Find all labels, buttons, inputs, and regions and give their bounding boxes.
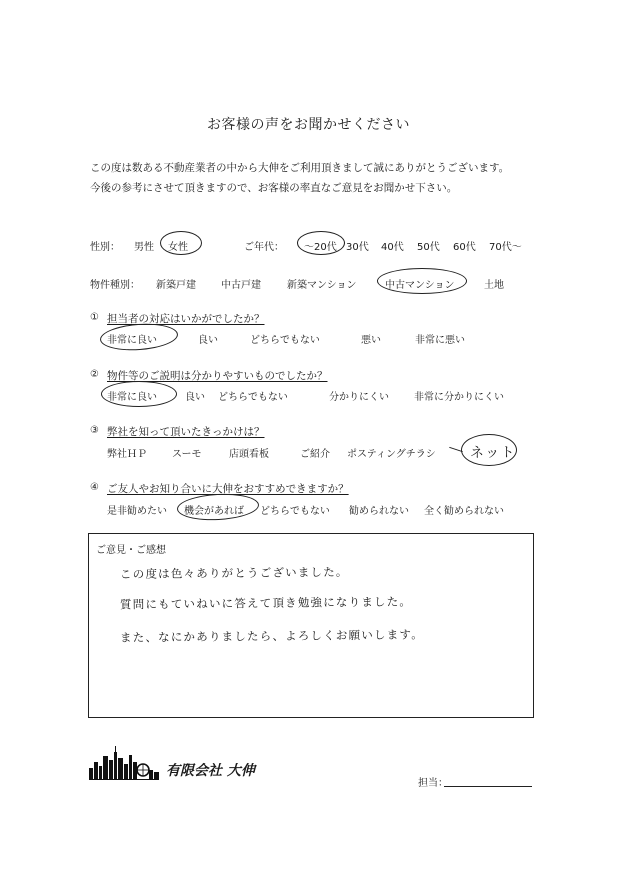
q3-option-referral[interactable]: ご紹介 (300, 449, 330, 460)
intro-line-2: 今後の参考にさせて頂きますので、お客様の率直なご意見をお聞かせ下さい。 (90, 182, 458, 194)
age-option-30s[interactable]: 30代 (346, 242, 369, 253)
gender-option-female[interactable]: 女性 (168, 242, 188, 253)
q3-option-website[interactable]: 弊社ＨＰ (107, 449, 147, 460)
age-option-40s[interactable]: 40代 (381, 242, 404, 253)
q2-option-unclear[interactable]: 分かりにくい (329, 392, 389, 403)
gender-label: 性別： (90, 242, 120, 253)
gender-option-male[interactable]: 男性 (134, 242, 154, 253)
question-3-number: ③ (90, 425, 99, 436)
staff-label: 担当： (418, 778, 448, 789)
q3-handwritten-answer: ネット (469, 444, 516, 462)
intro-line-1: この度は数ある不動産業者の中から大伸をご利用頂きまして誠にありがとうございます。 (90, 162, 510, 174)
property-option-new-house[interactable]: 新築戸建 (156, 280, 196, 291)
staff-signature-line[interactable] (444, 786, 532, 787)
q3-option-signboard[interactable]: 店頭看板 (229, 449, 269, 460)
comments-box[interactable] (88, 533, 534, 718)
property-option-land[interactable]: 土地 (484, 280, 504, 291)
q2-option-good[interactable]: 良い (185, 392, 205, 403)
age-option-50s[interactable]: 50代 (417, 242, 440, 253)
comment-line-1: この度は色々ありがとうございました。 (119, 564, 349, 582)
comment-line-2: 質問にもていねいに答えて頂き勉強になりました。 (119, 594, 413, 612)
property-option-new-mansion[interactable]: 新築マンション (287, 280, 357, 291)
q4-option-neutral[interactable]: どちらでもない (260, 506, 330, 517)
q3-option-flyer[interactable]: ポスティングチラシ (347, 449, 436, 460)
page-title: お客様の声をお聞かせください (207, 117, 410, 133)
question-3-text: 弊社を知って頂いたきっかけは？ (107, 426, 265, 438)
company-name: 有限会社 大伸 (166, 763, 255, 779)
company-logo-skyline (89, 746, 159, 780)
property-option-used-mansion[interactable]: 中古マンション (385, 280, 455, 291)
question-1-text: 担当者の対応はいかがでしたか？ (107, 313, 265, 325)
q1-option-neutral[interactable]: どちらでもない (250, 335, 320, 346)
q4-option-definitely[interactable]: 是非勧めたい (107, 506, 167, 517)
q2-option-neutral[interactable]: どちらでもない (218, 392, 288, 403)
comment-line-3: また、なにかありましたら、よろしくお願いします。 (119, 627, 424, 645)
age-label: ご年代： (244, 242, 284, 253)
q2-option-very-unclear[interactable]: 非常に分かりにくい (414, 392, 504, 403)
property-option-used-house[interactable]: 中古戸建 (221, 280, 261, 291)
q1-option-very-bad[interactable]: 非常に悪い (415, 335, 465, 346)
comments-label: ご意見・ご感想 (96, 545, 166, 556)
q4-option-definitely-not[interactable]: 全く勧められない (424, 506, 504, 517)
question-4-text: ご友人やお知り合いに大伸をおすすめできますか？ (107, 483, 349, 495)
q1-option-good[interactable]: 良い (198, 335, 218, 346)
q4-option-cannot[interactable]: 勧められない (349, 506, 409, 517)
age-option-60s[interactable]: 60代 (453, 242, 476, 253)
q1-option-bad[interactable]: 悪い (361, 335, 381, 346)
age-option-70s[interactable]: 70代～ (489, 242, 522, 253)
question-4-number: ④ (90, 482, 99, 493)
q1-option-very-good[interactable]: 非常に良い (107, 335, 157, 346)
question-2-text: 物件等のご説明は分かりやすいものでしたか？ (107, 370, 328, 382)
handwritten-dash (449, 447, 463, 452)
q3-option-suumo[interactable]: スーモ (172, 449, 202, 460)
age-option-20s[interactable]: ～20代 (304, 242, 337, 253)
q2-option-very-good[interactable]: 非常に良い (107, 392, 157, 403)
q4-option-if-chance[interactable]: 機会があれば (184, 506, 244, 517)
question-1-number: ① (90, 312, 99, 323)
property-label: 物件種別： (90, 280, 140, 291)
question-2-number: ② (90, 369, 99, 380)
